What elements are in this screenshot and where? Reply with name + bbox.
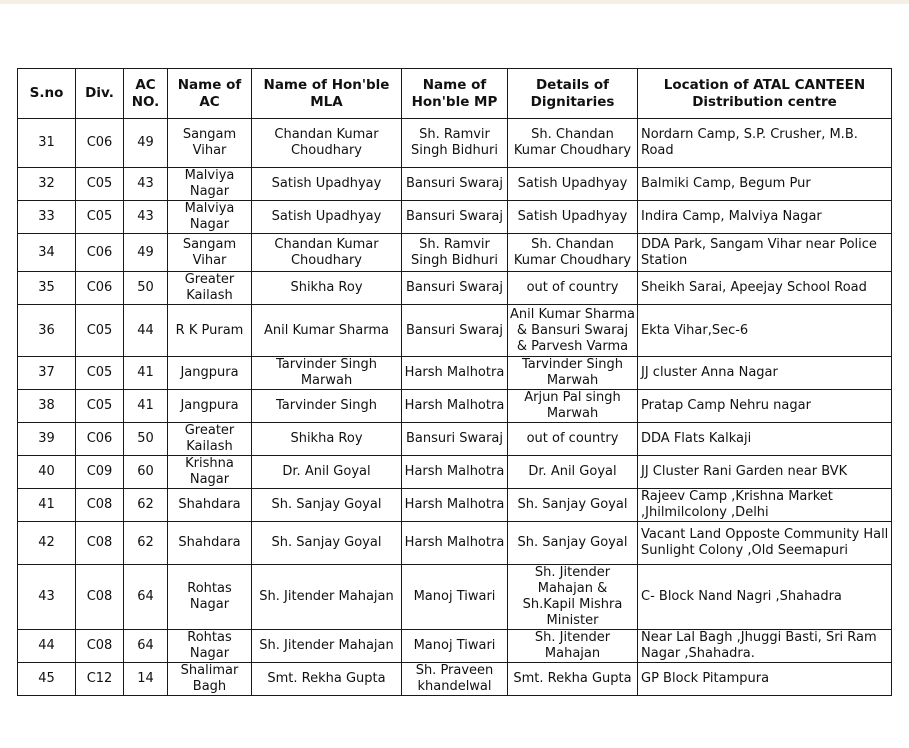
cell-ac-name: Malviya Nagar: [168, 168, 252, 201]
cell-ac-no: 44: [124, 305, 168, 357]
table-row: [18, 357, 892, 390]
cell-dignitaries: out of country: [508, 423, 638, 456]
cell-dignitaries: out of country: [508, 272, 638, 305]
cell-div: C05: [76, 168, 124, 201]
cell-ac-no: 64: [124, 565, 168, 630]
cell-ac-name: Greater Kailash: [168, 423, 252, 456]
table-row: [18, 390, 892, 423]
cell-mla: Anil Kumar Sharma: [252, 305, 402, 357]
header-mp: Name of Hon'ble MP: [402, 69, 508, 119]
cell-dignitaries: Arjun Pal singh Marwah: [508, 390, 638, 423]
table-body: [18, 119, 892, 696]
cell-ac-name: Rohtas Nagar: [168, 565, 252, 630]
cell-dignitaries: Sh. Jitender Mahajan & Sh.Kapil Mishra Minister: [508, 565, 638, 630]
header-mla: Name of Hon'ble MLA: [252, 69, 402, 119]
cell-ac-name: Malviya Nagar: [168, 201, 252, 234]
cell-sno: 32: [18, 168, 76, 201]
cell-ac-no: 41: [124, 357, 168, 390]
cell-sno: 39: [18, 423, 76, 456]
cell-ac-no: 50: [124, 423, 168, 456]
cell-div: C08: [76, 489, 124, 522]
header-sno: S.no: [18, 69, 76, 119]
cell-sno: 44: [18, 630, 76, 663]
cell-mla: Dr. Anil Goyal: [252, 456, 402, 489]
cell-location: Indira Camp, Malviya Nagar: [638, 201, 892, 234]
cell-dignitaries: Smt. Rekha Gupta: [508, 663, 638, 696]
cell-mla: Shikha Roy: [252, 272, 402, 305]
cell-mla: Sh. Jitender Mahajan: [252, 565, 402, 630]
table-row: [18, 565, 892, 630]
cell-mla: Sh. Sanjay Goyal: [252, 522, 402, 565]
cell-ac-name: Shalimar Bagh: [168, 663, 252, 696]
cell-mp: Harsh Malhotra: [402, 357, 508, 390]
table-header-row: [18, 69, 892, 119]
cell-sno: 36: [18, 305, 76, 357]
cell-mp: Manoj Tiwari: [402, 565, 508, 630]
cell-location: Ekta Vihar,Sec-6: [638, 305, 892, 357]
cell-location: Sheikh Sarai, Apeejay School Road: [638, 272, 892, 305]
table-row: [18, 201, 892, 234]
table-row: [18, 119, 892, 168]
cell-mla: Satish Upadhyay: [252, 201, 402, 234]
cell-ac-no: 43: [124, 201, 168, 234]
cell-mp: Bansuri Swaraj: [402, 423, 508, 456]
cell-dignitaries: Sh. Sanjay Goyal: [508, 522, 638, 565]
cell-mla: Satish Upadhyay: [252, 168, 402, 201]
cell-mla: Chandan Kumar Choudhary: [252, 119, 402, 168]
cell-ac-name: Greater Kailash: [168, 272, 252, 305]
cell-sno: 42: [18, 522, 76, 565]
table-row: [18, 272, 892, 305]
cell-ac-no: 49: [124, 119, 168, 168]
cell-sno: 45: [18, 663, 76, 696]
cell-dignitaries: Satish Upadhyay: [508, 168, 638, 201]
cell-div: C05: [76, 201, 124, 234]
cell-mp: Harsh Malhotra: [402, 522, 508, 565]
cell-ac-name: Rohtas Nagar: [168, 630, 252, 663]
cell-mla: Shikha Roy: [252, 423, 402, 456]
cell-mp: Sh. Praveen khandelwal: [402, 663, 508, 696]
cell-ac-name: Shahdara: [168, 489, 252, 522]
cell-sno: 33: [18, 201, 76, 234]
cell-mla: Smt. Rekha Gupta: [252, 663, 402, 696]
table-row: [18, 423, 892, 456]
cell-ac-name: R K Puram: [168, 305, 252, 357]
cell-location: Balmiki Camp, Begum Pur: [638, 168, 892, 201]
header-dignitaries: Details of Dignitaries: [508, 69, 638, 119]
cell-mp: Bansuri Swaraj: [402, 201, 508, 234]
cell-dignitaries: Satish Upadhyay: [508, 201, 638, 234]
cell-mla: Tarvinder Singh Marwah: [252, 357, 402, 390]
cell-location: GP Block Pitampura: [638, 663, 892, 696]
cell-mp: Harsh Malhotra: [402, 489, 508, 522]
cell-ac-no: 49: [124, 234, 168, 272]
table-row: [18, 168, 892, 201]
cell-location: Vacant Land Opposte Community Hall Sunlight Colony ,Old Seemapuri: [638, 522, 892, 565]
cell-div: C08: [76, 630, 124, 663]
cell-ac-name: Jangpura: [168, 390, 252, 423]
cell-div: C05: [76, 390, 124, 423]
cell-div: C05: [76, 305, 124, 357]
atal-canteen-table: [17, 68, 892, 696]
cell-location: Pratap Camp Nehru nagar: [638, 390, 892, 423]
cell-dignitaries: Tarvinder Singh Marwah: [508, 357, 638, 390]
cell-div: C08: [76, 522, 124, 565]
cell-mp: Bansuri Swaraj: [402, 168, 508, 201]
cell-location: JJ Cluster Rani Garden near BVK: [638, 456, 892, 489]
cell-sno: 35: [18, 272, 76, 305]
cell-mp: Bansuri Swaraj: [402, 305, 508, 357]
cell-mla: Sh. Sanjay Goyal: [252, 489, 402, 522]
header-ac-no: AC NO.: [124, 69, 168, 119]
cell-ac-no: 64: [124, 630, 168, 663]
cell-div: C06: [76, 234, 124, 272]
cell-location: Near Lal Bagh ,Jhuggi Basti, Sri Ram Nagar ,Shahadra.: [638, 630, 892, 663]
cell-ac-no: 43: [124, 168, 168, 201]
cell-sno: 31: [18, 119, 76, 168]
cell-location: DDA Park, Sangam Vihar near Police Station: [638, 234, 892, 272]
cell-dignitaries: Sh. Chandan Kumar Choudhary: [508, 119, 638, 168]
cell-sno: 41: [18, 489, 76, 522]
table-row: [18, 489, 892, 522]
cell-mp: Sh. Ramvir Singh Bidhuri: [402, 119, 508, 168]
table-row: [18, 630, 892, 663]
cell-ac-no: 60: [124, 456, 168, 489]
header-ac-name: Name of AC: [168, 69, 252, 119]
cell-div: C05: [76, 357, 124, 390]
cell-div: C06: [76, 423, 124, 456]
table-row: [18, 305, 892, 357]
cell-mla: Tarvinder Singh: [252, 390, 402, 423]
cell-ac-no: 62: [124, 489, 168, 522]
table-row: [18, 663, 892, 696]
cell-sno: 34: [18, 234, 76, 272]
cell-mp: Harsh Malhotra: [402, 390, 508, 423]
table-row: [18, 234, 892, 272]
cell-ac-name: Krishna Nagar: [168, 456, 252, 489]
cell-ac-name: Shahdara: [168, 522, 252, 565]
cell-sno: 43: [18, 565, 76, 630]
header-div: Div.: [76, 69, 124, 119]
cell-div: C09: [76, 456, 124, 489]
cell-mp: Manoj Tiwari: [402, 630, 508, 663]
header-location: Location of ATAL CANTEEN Distribution centre: [638, 69, 892, 119]
cell-dignitaries: Sh. Chandan Kumar Choudhary: [508, 234, 638, 272]
page-top-edge: [0, 0, 909, 4]
cell-location: DDA Flats Kalkaji: [638, 423, 892, 456]
cell-sno: 40: [18, 456, 76, 489]
cell-ac-no: 62: [124, 522, 168, 565]
cell-div: C12: [76, 663, 124, 696]
cell-sno: 37: [18, 357, 76, 390]
cell-location: Nordarn Camp, S.P. Crusher, M.B. Road: [638, 119, 892, 168]
cell-dignitaries: Dr. Anil Goyal: [508, 456, 638, 489]
cell-location: C- Block Nand Nagri ,Shahadra: [638, 565, 892, 630]
cell-mp: Bansuri Swaraj: [402, 272, 508, 305]
cell-location: JJ cluster Anna Nagar: [638, 357, 892, 390]
cell-div: C08: [76, 565, 124, 630]
cell-sno: 38: [18, 390, 76, 423]
cell-location: Rajeev Camp ,Krishna Market ,Jhilmilcolony ,Delhi: [638, 489, 892, 522]
cell-dignitaries: Sh. Sanjay Goyal: [508, 489, 638, 522]
cell-dignitaries: Sh. Jitender Mahajan: [508, 630, 638, 663]
cell-mp: Harsh Malhotra: [402, 456, 508, 489]
cell-mp: Sh. Ramvir Singh Bidhuri: [402, 234, 508, 272]
table-row: [18, 522, 892, 565]
cell-ac-name: Sangam Vihar: [168, 234, 252, 272]
cell-ac-name: Jangpura: [168, 357, 252, 390]
cell-mla: Sh. Jitender Mahajan: [252, 630, 402, 663]
cell-div: C06: [76, 119, 124, 168]
cell-ac-no: 50: [124, 272, 168, 305]
cell-ac-no: 41: [124, 390, 168, 423]
cell-div: C06: [76, 272, 124, 305]
cell-dignitaries: Anil Kumar Sharma & Bansuri Swaraj & Parvesh Varma: [508, 305, 638, 357]
table-row: [18, 456, 892, 489]
cell-mla: Chandan Kumar Choudhary: [252, 234, 402, 272]
cell-ac-no: 14: [124, 663, 168, 696]
cell-ac-name: Sangam Vihar: [168, 119, 252, 168]
